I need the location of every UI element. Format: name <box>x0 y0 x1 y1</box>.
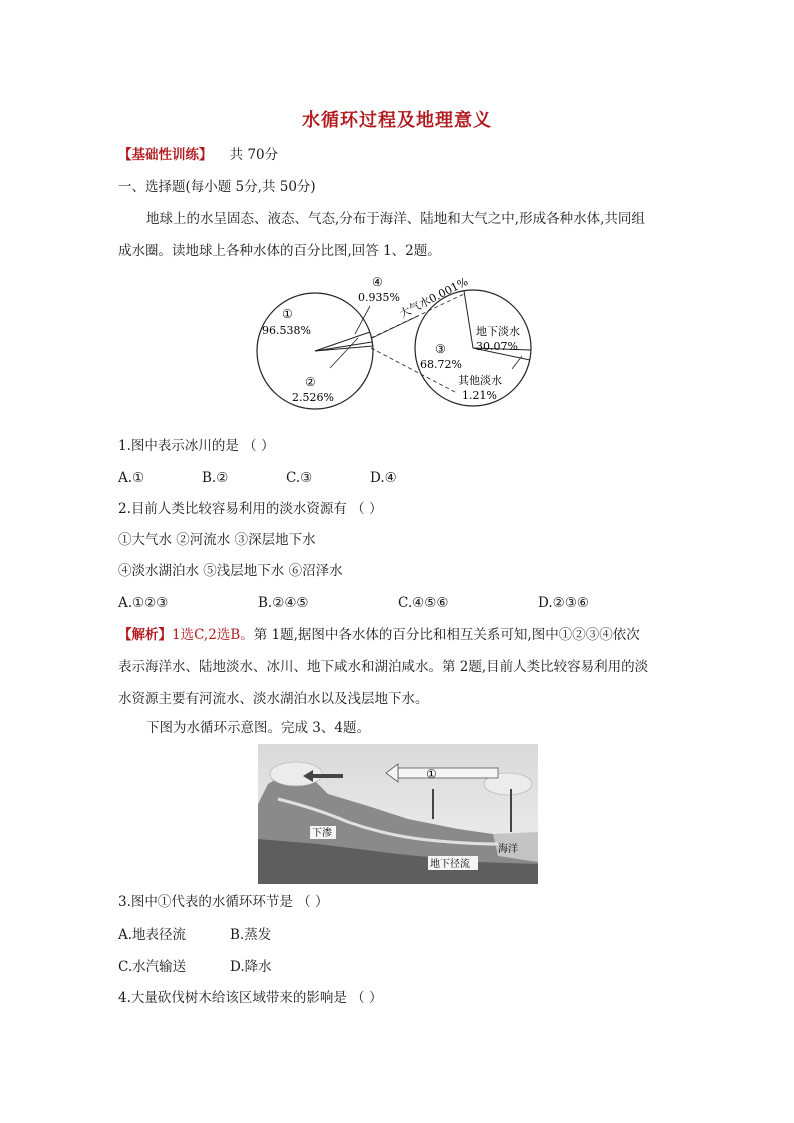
part-heading: 一、选择题(每小题 5分,共 50分) <box>118 179 316 195</box>
ground-fresh-label: 地下淡水 <box>476 325 520 338</box>
section-score: 共 70分 <box>229 147 279 163</box>
ground-fresh-value: 30.07% <box>476 340 518 353</box>
q1-option-d[interactable]: D.④ <box>370 470 397 486</box>
left-pie-leader-4 <box>355 306 370 334</box>
pie-value-3: 68.72% <box>420 358 462 371</box>
pie-value-1: 96.538% <box>262 324 311 337</box>
analysis-answer: 1选C,2选B。 <box>172 627 254 643</box>
intro-line-2: 成水圈。读地球上各种水体的百分比图,回答 1、2题。 <box>118 243 441 259</box>
q2-stem: 2.目前人类比较容易利用的淡水资源有 （ ） <box>118 501 383 517</box>
air-water-label: 大气水0.001% <box>397 275 471 321</box>
left-pie-leader-2 <box>330 338 358 368</box>
q1-option-c[interactable]: C.③ <box>286 470 313 486</box>
page-title: 水循环过程及地理意义 <box>302 110 492 131</box>
analysis-line-3: 水资源主要有河流水、淡水湖泊水以及浅层地下水。 <box>118 691 429 707</box>
right-pie-leader-other <box>512 356 522 369</box>
water-pie-chart <box>250 268 550 413</box>
water-cycle-diagram <box>258 744 538 884</box>
q3-option-c[interactable]: C.水汽输送 <box>118 959 187 975</box>
q2-option-d[interactable]: D.②③⑥ <box>538 595 589 611</box>
q2-option-a[interactable]: A.①②③ <box>118 595 169 611</box>
q3-option-a[interactable]: A.地表径流 <box>118 927 187 943</box>
section-tag: 【基础性训练】 <box>118 147 213 163</box>
q2-items-2: ④淡水湖泊水 ⑤浅层地下水 ⑥沼泽水 <box>118 563 343 579</box>
arrow-1-body <box>398 768 498 778</box>
groundflow-label: 地下径流 <box>430 859 470 870</box>
q4-stem: 4.大量砍伐树木给该区域带来的影响是 （ ） <box>118 990 383 1006</box>
q2-items-1: ①大气水 ②河流水 ③深层地下水 <box>118 532 316 548</box>
q2-option-c[interactable]: C.④⑤⑥ <box>398 595 449 611</box>
pie-label-4: ④ <box>372 275 383 289</box>
pie-label-3: ③ <box>435 342 446 356</box>
analysis-line-2: 表示海洋水、陆地淡水、冰川、地下咸水和湖泊咸水。第 2题,目前人类比较容易利用的淡 <box>118 659 649 675</box>
analysis-text-1: 第 1题,据图中各水体的百分比和相互关系可知,图中①②③④依次 <box>253 627 640 643</box>
q1-option-a[interactable]: A.① <box>118 470 145 486</box>
q1-option-b[interactable]: B.② <box>202 470 229 486</box>
intro-3-4: 下图为水循环示意图。完成 3、4题。 <box>146 720 370 736</box>
other-fresh-value: 1.21% <box>462 389 497 402</box>
other-fresh-label: 其他淡水 <box>458 374 502 387</box>
intro-line-1: 地球上的水呈固态、液态、气态,分布于海洋、陆地和大气之中,形成各种水体,共同组 <box>146 211 645 227</box>
q2-option-b[interactable]: B.②④⑤ <box>258 595 309 611</box>
arrow-1-label: ① <box>426 767 437 781</box>
right-pie-sep-1 <box>464 291 473 348</box>
pie-value-4: 0.935% <box>358 291 400 304</box>
q1-stem: 1.图中表示冰川的是 （ ） <box>118 438 275 454</box>
ocean-label: 海洋 <box>498 844 518 855</box>
pie-label-2: ② <box>305 375 316 389</box>
pie-value-2: 2.526% <box>292 391 334 404</box>
analysis-line-1 <box>118 626 640 644</box>
section-header <box>118 146 278 164</box>
pie-label-1: ① <box>282 307 293 321</box>
seep-label: 下渗 <box>312 828 332 839</box>
analysis-tag: 【解析】 <box>118 627 172 643</box>
q3-option-d[interactable]: D.降水 <box>230 959 272 975</box>
q3-option-b[interactable]: B.蒸发 <box>230 927 272 943</box>
q3-stem: 3.图中①代表的水循环环节是 （ ） <box>118 894 329 910</box>
